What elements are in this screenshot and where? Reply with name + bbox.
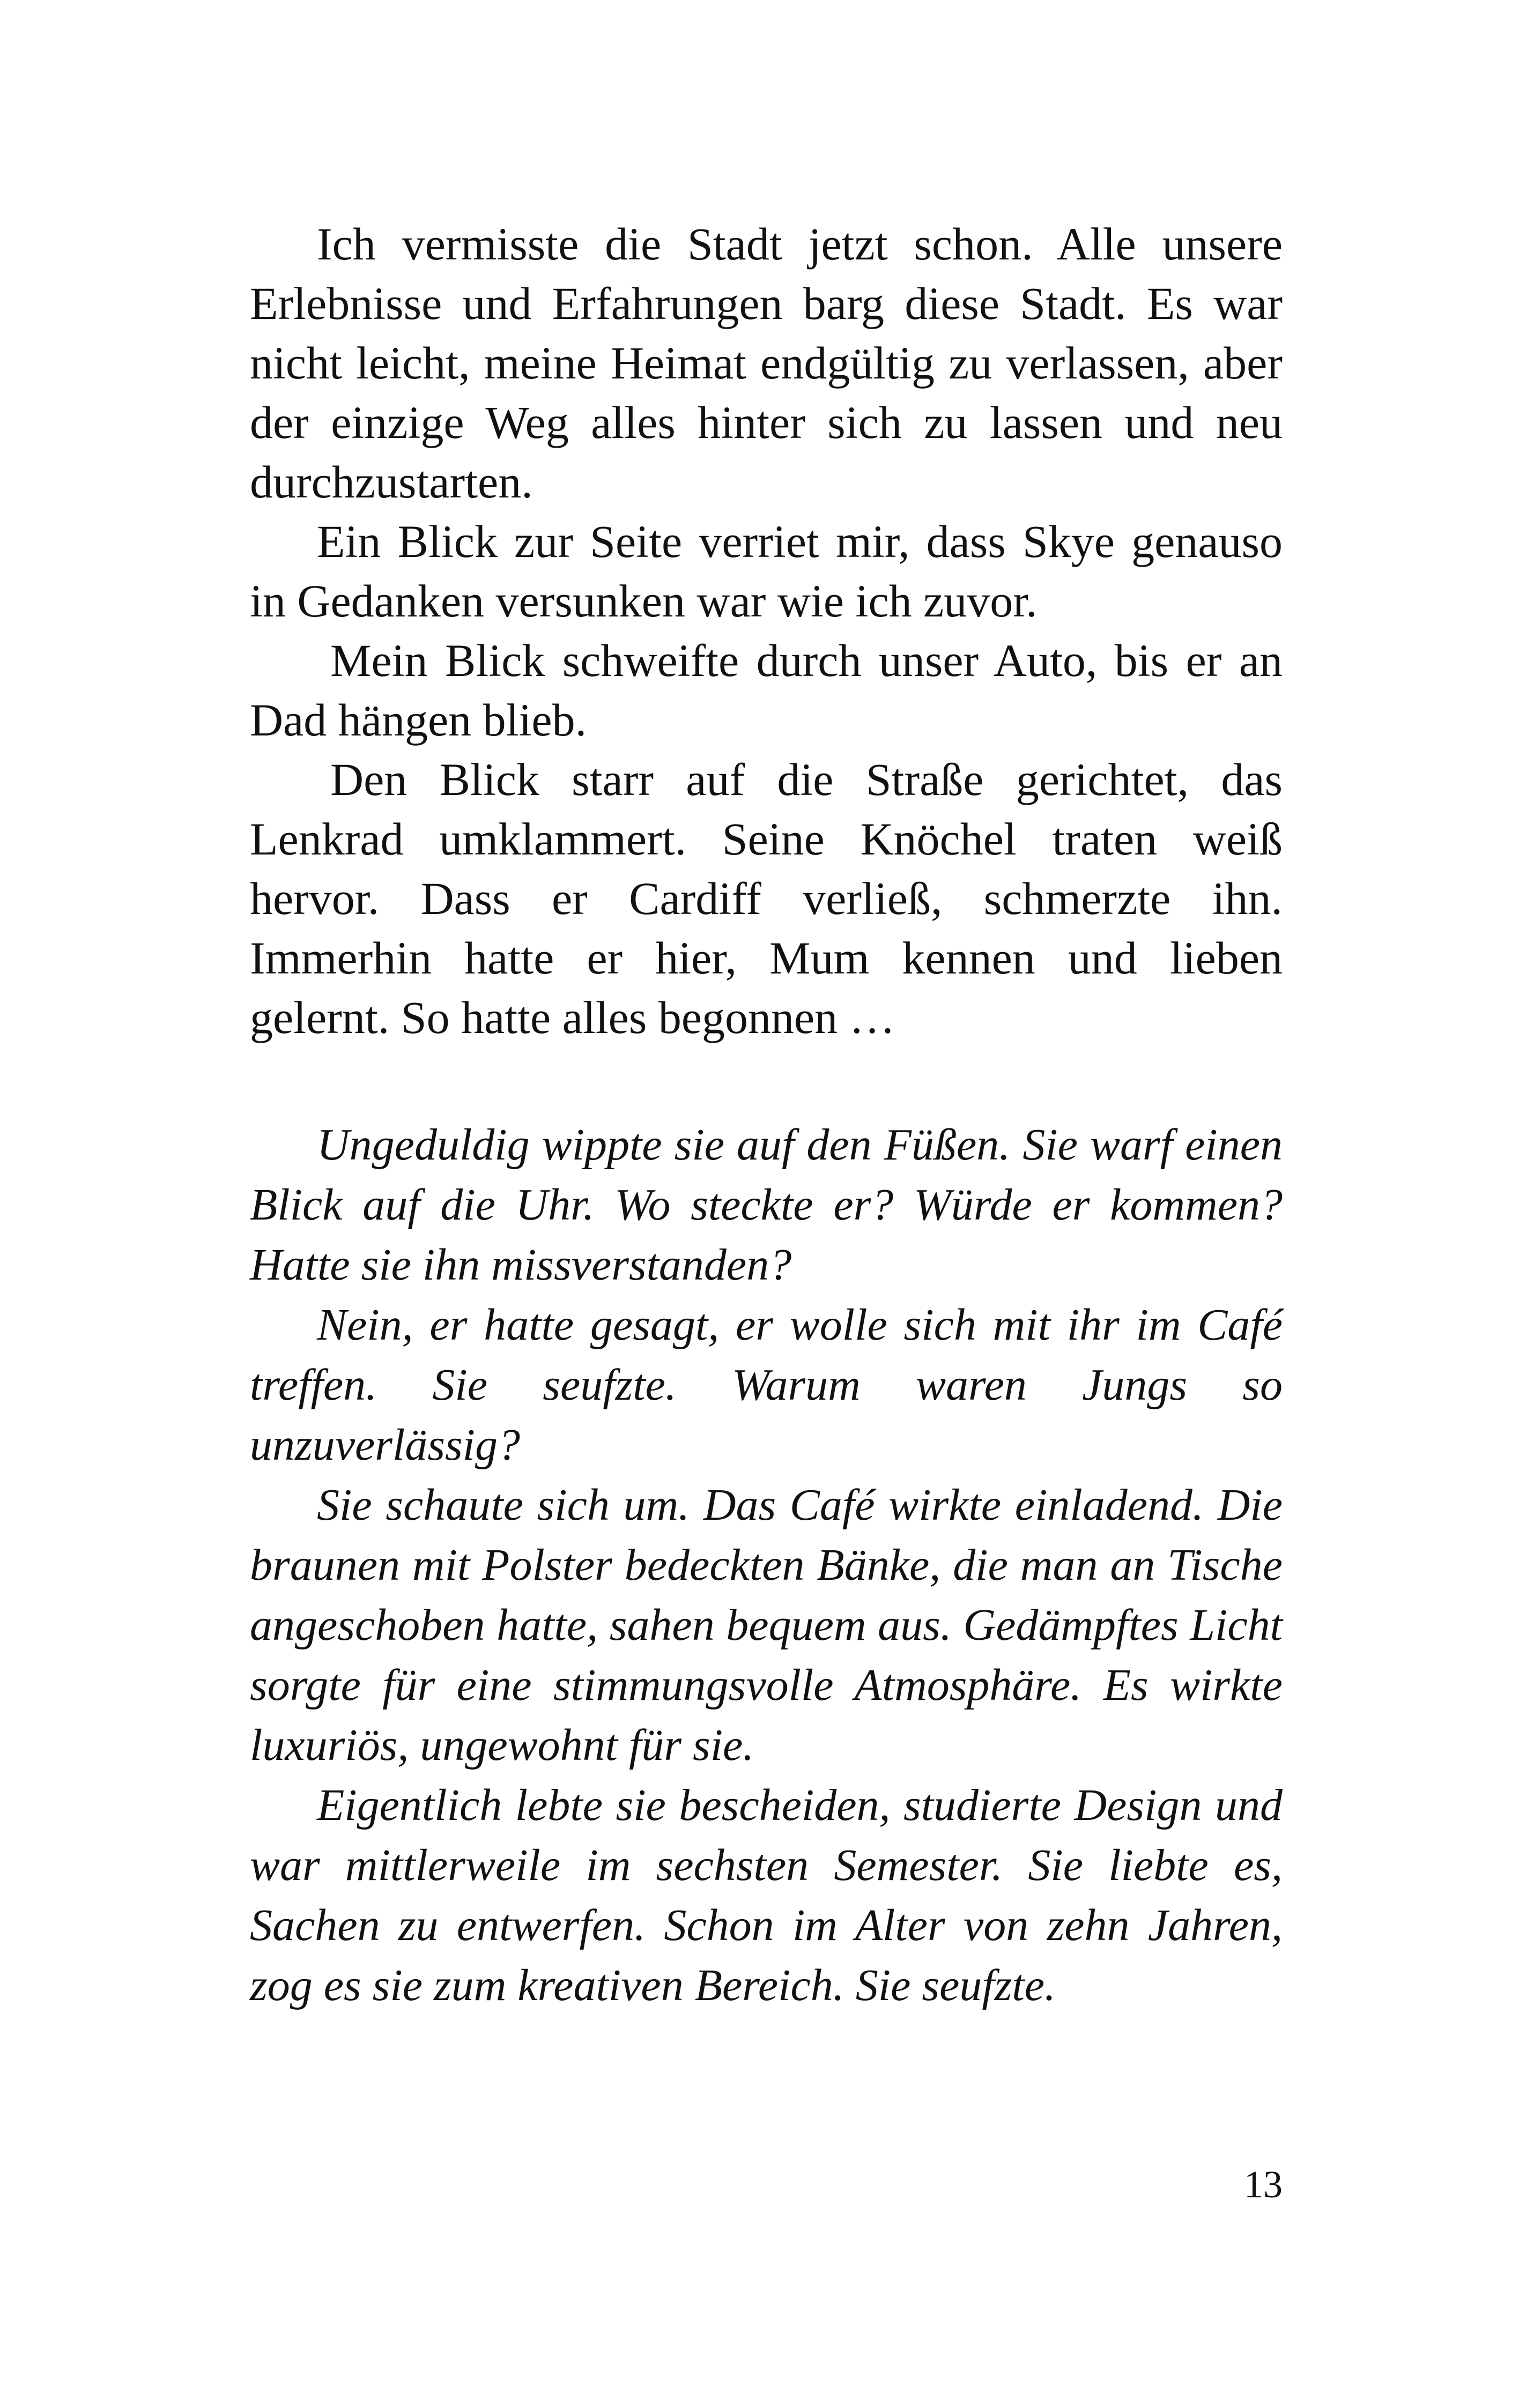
- paragraph: Mein Blick schweifte durch unser Auto, bis er an Dad hängen blieb.: [250, 635, 1283, 746]
- paragraph: Ungeduldig wippte sie auf den Füßen. Sie warf einen Blick auf die Uhr. Wo steckte er? Würde er kommen? Hatte sie ihn missverstanden?: [250, 1120, 1283, 1290]
- body-text-italic-flashback: [250, 1115, 1283, 2016]
- paragraph: Ich vermisste die Stadt jetzt schon. Alle unsere Erlebnisse und Erfahrungen barg diese Stadt. Es war nicht leicht, meine Heimat endgültig zu verlassen, aber der einzige Weg alles hinter sich zu lassen und neu durchzustarten.: [250, 218, 1283, 508]
- paragraph: Ein Blick zur Seite verriet mir, dass Skye genauso in Gedanken versunken war wie ich zuvor.: [250, 516, 1283, 627]
- paragraph: Nein, er hatte gesagt, er wolle sich mit ihr im Café treffen. Sie seufzte. Warum waren Jungs so unzuverlässig?: [250, 1300, 1283, 1470]
- paragraph: Eigentlich lebte sie bescheiden, studierte Design und war mittlerweile im sechsten Semester. Sie liebte es, Sachen zu entwerfen. Schon im Alter von zehn Jahren, zog es sie zum kreativen Bereich. Sie seufzte.: [250, 1780, 1283, 2010]
- page-number: 13: [1244, 2163, 1283, 2206]
- body-text-roman: [250, 214, 1283, 1047]
- paragraph: Den Blick starr auf die Straße gerichtet, das Lenkrad umklammert. Seine Knöchel traten weiß hervor. Dass er Cardiff verließ, schmerzte ihn. Immerhin hatte er hier, Mum kennen und lieben gelernt. So hatte alles begonnen …: [250, 754, 1283, 1043]
- paragraph: Sie schaute sich um. Das Café wirkte einladend. Die braunen mit Polster bedeckten Bänke, die man an Tische angeschoben hatte, sahen bequem aus. Gedämpftes Licht sorgte für eine stimmungsvolle Atmosphäre. Es wirkte luxuriös, ungewohnt für sie.: [250, 1480, 1283, 1770]
